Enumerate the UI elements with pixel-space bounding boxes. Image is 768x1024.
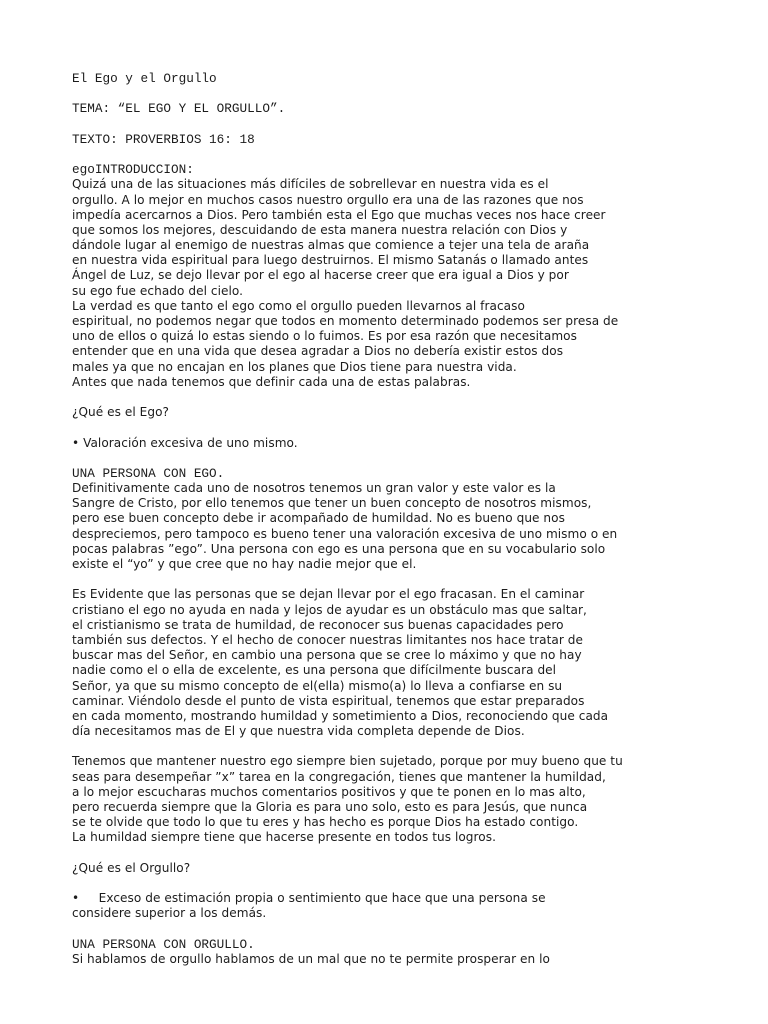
paragraph-line: Definitivamente cada uno de nosotros tenemos un gran valor y este valor es la [72, 481, 556, 496]
intro-heading: egoINTRODUCCION: [72, 162, 194, 178]
paragraph-line: Ángel de Luz, se dejo llevar por el ego al hacerse creer que era igual a Dios y por [72, 268, 569, 283]
paragraph-line: La humildad siempre tiene que hacerse presente en todos tus logros. [72, 830, 496, 845]
paragraph-line: buscar mas del Señor, en cambio una persona que se cree lo máximo y que no hay [72, 648, 582, 663]
paragraph-line: impedía acercarnos a Dios. Pero también esta el Ego que muchas veces nos hace creer [72, 207, 606, 222]
paragraph-line: en nuestra vida espiritual para luego destruirnos. El mismo Satanás o llamado antes [72, 253, 589, 268]
intro-paragraph [72, 177, 712, 390]
paragraph-line: Señor, ya que su mismo concepto de el(ella) mismo(a) lo lleva a confiarse en su [72, 678, 563, 693]
paragraph-line: existe el “yo” y que cree que no hay nadie mejor que el. [72, 557, 417, 571]
document-page [72, 71, 712, 967]
paragraph-line: La verdad es que tanto el ego como el orgullo pueden llevarnos al fracaso [72, 298, 525, 313]
ego-paragraph-2 [72, 587, 712, 739]
paragraph-line: orgullo. A lo mejor en muchos casos nuestro orgullo era una de las razones que nos [72, 192, 584, 207]
paragraph-line: pero ese buen concepto debe ir acompañado de humildad. No es bueno que nos [72, 511, 565, 526]
paragraph-line: el cristianismo se trata de humildad, de reconocer sus buenas capacidades pero [72, 617, 564, 632]
paragraph-line: despreciemos, pero tampoco es bueno tener una valoración excesiva de uno mismo o en [72, 526, 618, 541]
paragraph-line: que somos los mejores, descuidando de esta manera nuestra relación con Dios y [72, 222, 568, 237]
question-ego: ¿Qué es el Ego? [72, 405, 170, 420]
document-title: El Ego y el Orgullo [72, 71, 217, 86]
paragraph-line: dándole lugar al enemigo de nuestras almas que comience a tejer una tela de araña [72, 238, 590, 253]
paragraph-line: Tenemos que mantener nuestro ego siempre bien sujetado, porque por muy bueno que tu [72, 754, 623, 769]
paragraph-line: su ego fue echado del cielo. [72, 283, 244, 298]
paragraph-line: caminar. Viéndolo desde el punto de vista espiritual, tenemos que estar preparados [72, 693, 585, 708]
ego-heading: UNA PERSONA CON EGO. [72, 465, 225, 481]
paragraph-line: Sangre de Cristo, por ello tenemos que tener un buen concepto de nosotros mismos, [72, 496, 592, 511]
ego-paragraph-1 [72, 481, 712, 572]
texto-line: TEXTO: PROVERBIOS 16: 18 [72, 131, 255, 147]
paragraph-line: cristiano el ego no ayuda en nada y lejos de ayudar es un obstáculo mas que saltar, [72, 602, 587, 617]
paragraph-line: a lo mejor escucharas muchos comentarios positivos y que te ponen en lo mas alto, [72, 784, 586, 799]
paragraph-line: seas para desempeñar ”x” tarea en la congregación, tienes que mantener la humildad, [72, 769, 606, 784]
paragraph-line: uno de ellos o quizá lo estas siendo o lo fuimos. Es por esa razón que necesitamos [72, 329, 577, 344]
orgullo-heading: UNA PERSONA CON ORGULLO. [72, 936, 255, 952]
paragraph-line: espiritual, no podemos negar que todos en momento determinado podemos ser presa de [72, 314, 619, 328]
orgullo-bullet [72, 891, 712, 921]
paragraph-line: también sus defectos. Y el hecho de conocer nuestras limitantes nos hace tratar de [72, 632, 584, 647]
paragraph-line: Quizá una de las situaciones más difíciles de sobrellevar en nuestra vida es el [72, 177, 549, 192]
paragraph-line: • Exceso de estimación propia o sentimiento que hace que una persona se [72, 891, 546, 906]
paragraph-line: Es Evidente que las personas que se dejan llevar por el ego fracasan. En el caminar [72, 587, 585, 602]
ego-paragraph-3 [72, 754, 712, 845]
paragraph-line: pocas palabras ”ego”. Una persona con ego es una persona que en su vocabulario solo [72, 541, 606, 556]
question-orgullo: ¿Qué es el Orgullo? [72, 860, 191, 875]
paragraph-line: pero recuerda siempre que la Gloria es para uno solo, esto es para Jesús, que nunca [72, 800, 588, 814]
paragraph-line: nadie como el o ella de excelente, es una persona que difícilmente buscara del [72, 663, 557, 678]
orgullo-paragraph [72, 952, 712, 967]
paragraph-line: considere superior a los demás. [72, 906, 267, 921]
paragraph-line: males ya que no encajan en los planes que Dios tiene para nuestra vida. [72, 359, 517, 374]
ego-bullet: • Valoración excesiva de uno mismo. [72, 435, 298, 450]
paragraph-line: entender que en una vida que desea agradar a Dios no debería existir estos dos [72, 344, 564, 359]
paragraph-line: se te olvide que todo lo que tu eres y has hecho es porque Dios ha estado contigo. [72, 815, 579, 830]
paragraph-line: Si hablamos de orgullo hablamos de un mal que no te permite prosperar en lo [72, 951, 550, 966]
paragraph-line: Antes que nada tenemos que definir cada una de estas palabras. [72, 374, 471, 389]
paragraph-line: en cada momento, mostrando humildad y sometimiento a Dios, reconociendo que cada [72, 708, 609, 723]
paragraph-line: día necesitamos mas de El y que nuestra vida completa depende de Dios. [72, 724, 525, 739]
tema-line: TEMA: “EL EGO Y EL ORGULLO”. [72, 101, 286, 117]
